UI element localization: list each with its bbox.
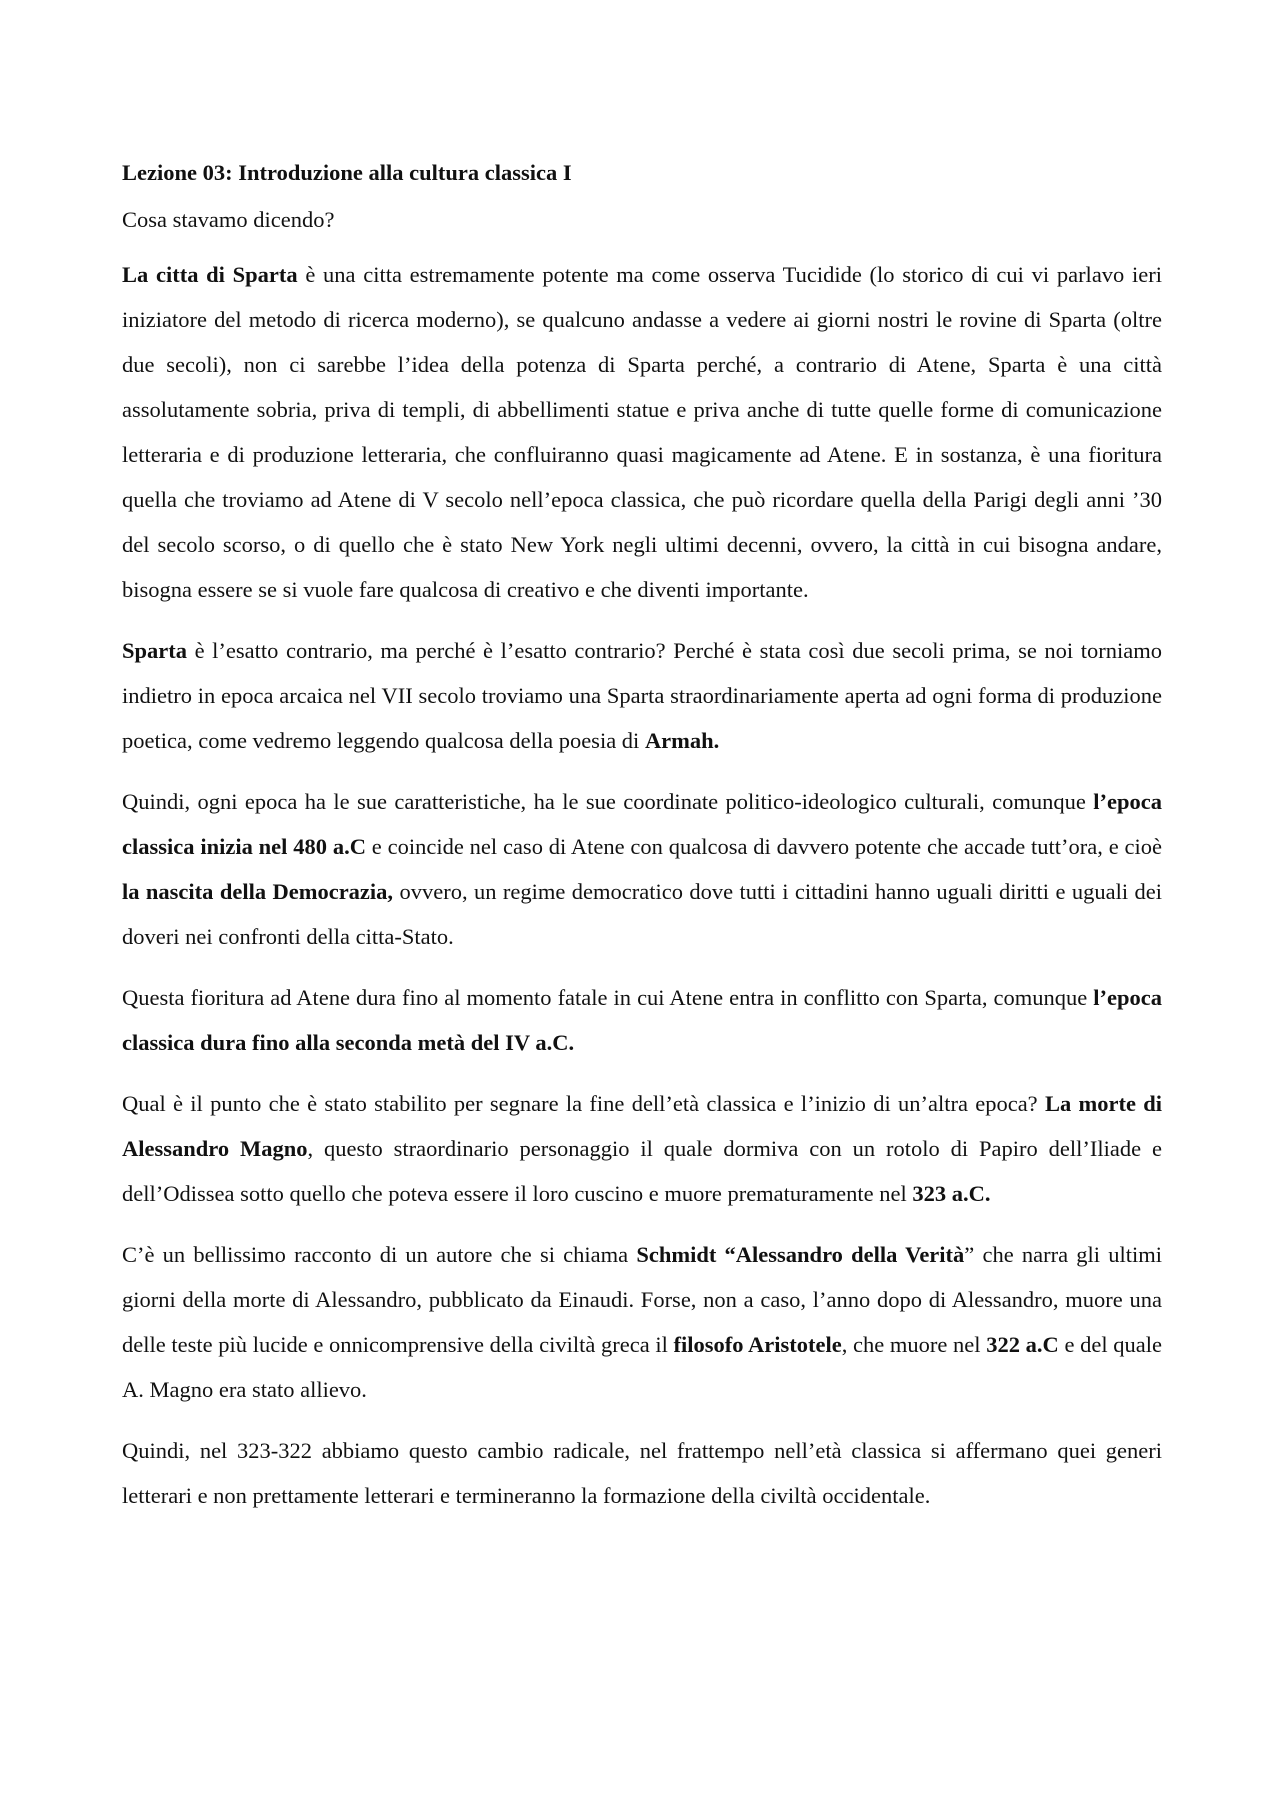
text-segment: e del quale A. Magno era stato allievo. [122,1332,1163,1402]
paragraph-classical-epoch [122,779,1162,959]
bold-text: 323 a.C. [912,1181,991,1206]
bold-text: Sparta [122,638,188,663]
text-segment: ” che narra gli ultimi giorni della morte di Alessandro, pubblicato da Einaudi. Forse, non a caso, l’anno dopo di Alessandro, muore una delle teste più lucide e onnicomprensive della civiltà greca il [122,1242,1162,1357]
bold-text: La citta di Sparta [122,262,298,287]
text-segment: , che muore nel [841,1332,987,1357]
lesson-title: Lezione 03: Introduzione alla cultura classica I [122,160,572,185]
text-segment: Questa fioritura ad Atene dura fino al momento fatale in cui Atene entra in conflitto con Sparta, comunque [122,985,1094,1010]
text-segment: è una citta estremamente potente ma come osserva Tucidide (lo storico di cui vi parlavo ieri iniziatore del metodo di ricerca moderno), se qualcuno andasse a vedere ai giorni nostri le rovine di Sparta (oltre due secoli), non ci sarebbe l’idea della potenza di Sparta perché, a contrario di Atene, Sparta è una città assolutamente sobria, priva di templi, di abbellimenti statue e priva anche di tutte quelle forme di comunicazione letteraria e di produzione letteraria, che confluiranno quasi magicamente ad Atene. E in sostanza, è una fioritura quella che troviamo ad Atene di V secolo nell’epoca classica, che può ricordare quella della Parigi degli anni ’30 del secolo scorso, o di quello che è stato New York negli ultimi decenni, ovvero, la città in cui bisogna andare, bisogna essere se si vuole fare qualcosa di creativo e che diventi importante. [122,262,1162,602]
text-segment: è l’esatto contrario, ma perché è l’esatto contrario? Perché è stata così due secoli prima, se noi torniamo indietro in epoca arcaica nel VII secolo troviamo una Sparta straordinariamente aperta ad ogni forma di produzione poetica, come vedremo leggendo qualcosa della poesia di [122,638,1162,753]
text-segment: , questo straordinario personaggio il quale dormiva con un rotolo di Papiro dell’Iliade e dell’Odissea sotto quello che poteva essere il loro cuscino e muore prematuramente nel [122,1136,1162,1206]
text-segment: ovvero, un regime democratico dove tutti i cittadini hanno uguali diritti e uguali dei doveri nei confronti della citta-Stato. [122,879,1162,949]
bold-text: l’epoca classica dura fino alla seconda metà del IV a.C. [122,985,1162,1055]
paragraph-schmidt-story [122,1232,1162,1412]
paragraph-sparta-city [122,252,1162,612]
document-page [122,150,1162,1534]
lesson-subtitle: Cosa stavamo dicendo? [122,207,335,232]
text-segment: Qual è il punto che è stato stabilito per segnare la fine dell’età classica e l’inizio di un’altra epoca? [122,1091,1045,1116]
bold-text: filosofo Aristotele [673,1332,842,1357]
document-body [122,252,1162,1518]
bold-text: la nascita della Democrazia, [122,879,394,904]
paragraph-alexander-death [122,1081,1162,1216]
bold-text: Armah. [644,728,720,753]
text-segment: e coincide nel caso di Atene con qualcosa di davvero potente che accade tutt’ora, e cioè [365,834,1163,859]
paragraph-radical-change [122,1428,1162,1518]
bold-text: Schmidt “Alessandro della Verità [636,1242,965,1267]
bold-text: 322 a.C [986,1332,1059,1357]
bold-text: l’epoca classica inizia nel 480 a.C [122,789,1162,859]
text-segment: C’è un bellissimo racconto di un autore che si chiama [122,1242,637,1267]
bold-text: La morte di Alessandro Magno [122,1091,1162,1161]
text-segment: Quindi, ogni epoca ha le sue caratteristiche, ha le sue coordinate politico-ideologico culturali, comunque [122,789,1094,814]
text-segment: Quindi, nel 323-322 abbiamo questo cambio radicale, nel frattempo nell’età classica si affermano quei generi letterari e non prettamente letterari e termineranno la formazione della civiltà occidentale. [122,1438,1162,1508]
paragraph-sparta-contrary [122,628,1162,763]
paragraph-athens-flowering [122,975,1162,1065]
